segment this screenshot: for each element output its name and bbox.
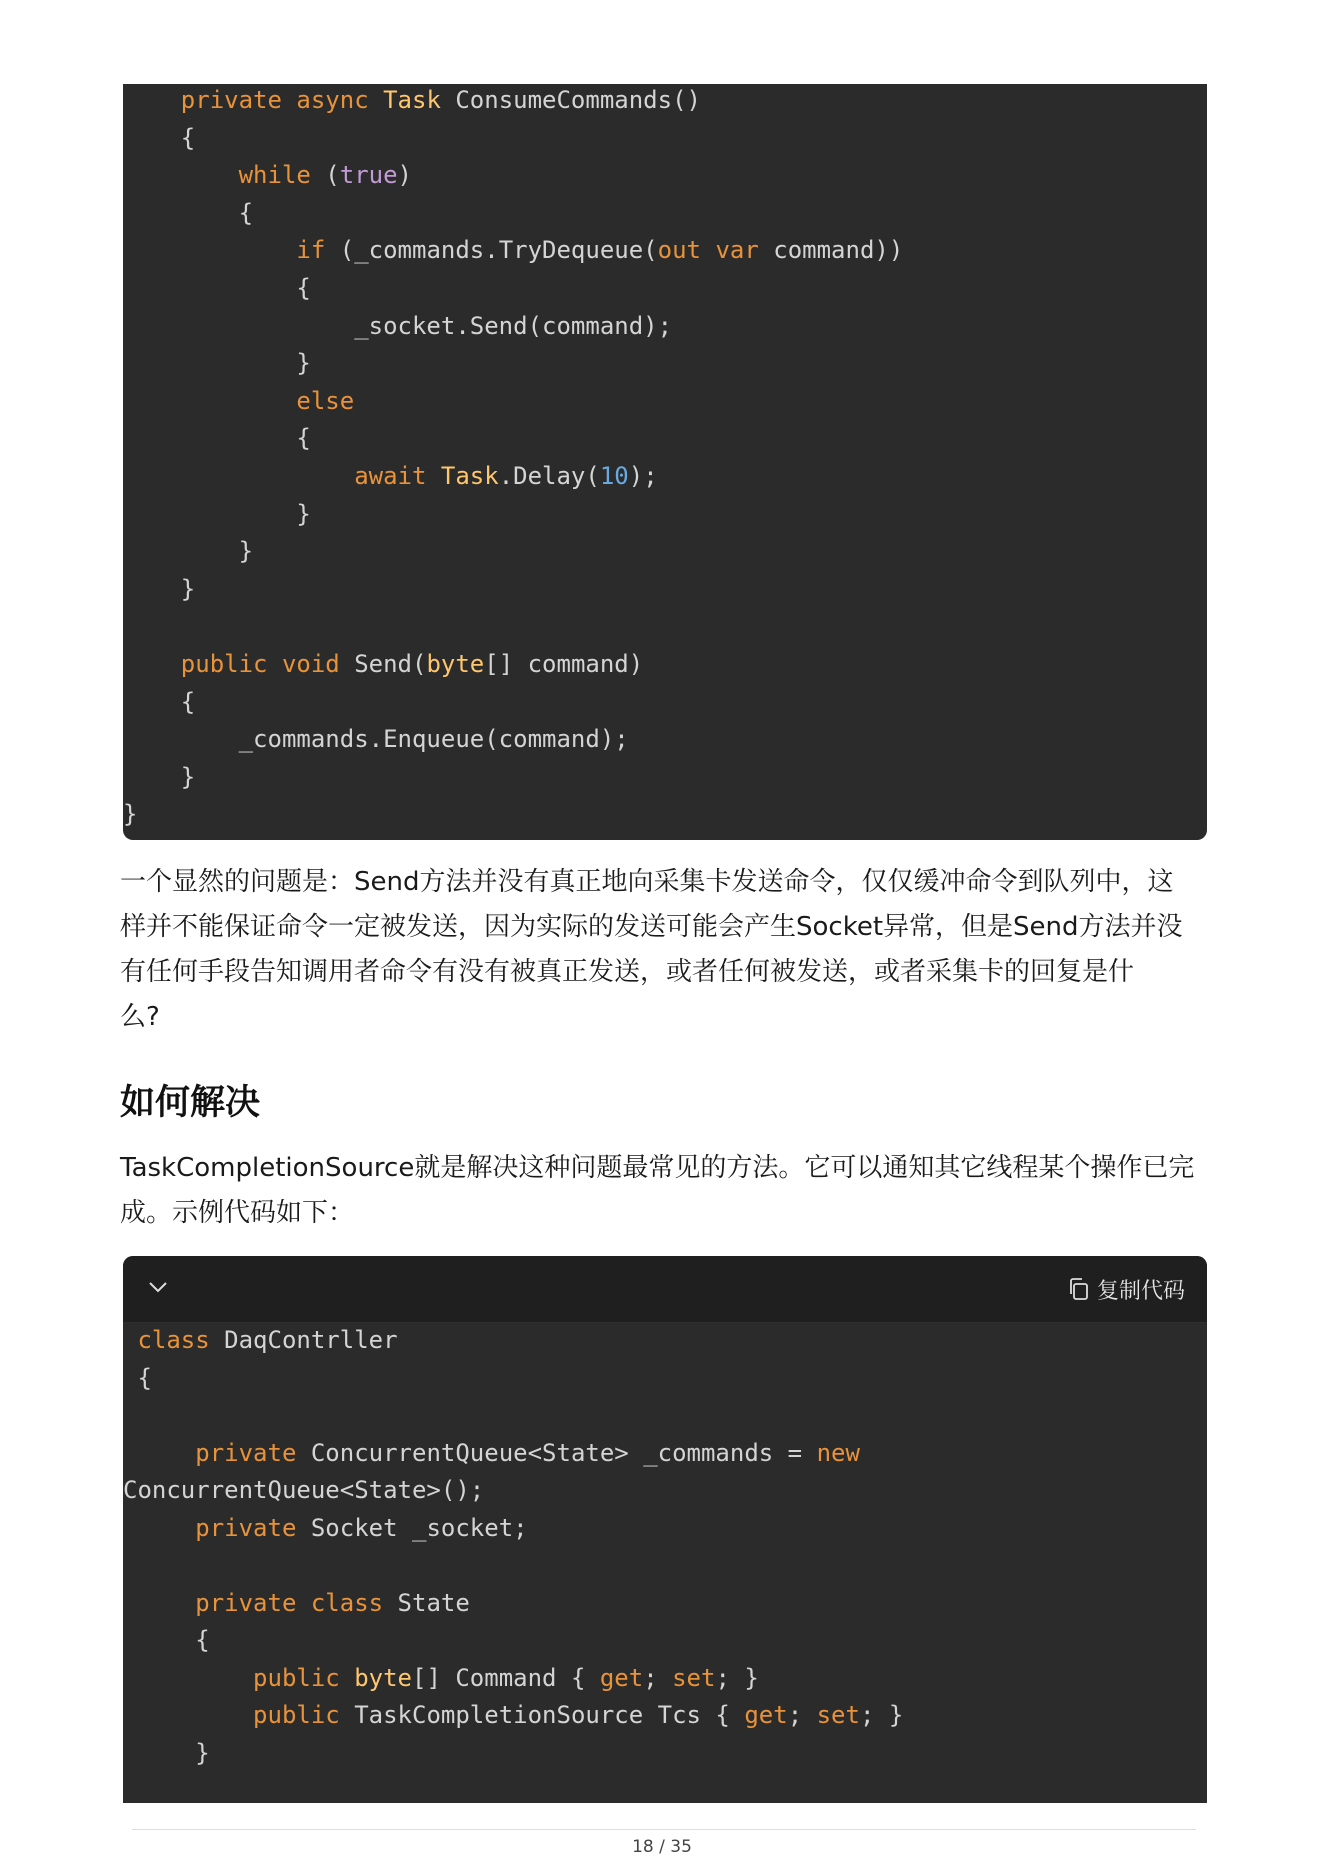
code-token	[123, 1326, 137, 1354]
code-line	[123, 1360, 1207, 1398]
paragraph-line: TaskCompletionSource就是解决这种问题最常见的方法。它可以通知其它线程某个操作已完	[120, 1153, 1195, 1183]
code-token: _socket.Send(command);	[123, 311, 673, 340]
code-line	[123, 796, 1207, 834]
code-content	[123, 82, 1207, 834]
code-token: new	[816, 1438, 860, 1467]
code-line	[123, 157, 1207, 195]
paragraph-line: 样并不能保证命令一定被发送，因为实际的发送可能会产生Socket异常，但是Send方法并没	[120, 912, 1183, 942]
code-token: ConcurrentQueue<State> _commands =	[296, 1438, 817, 1467]
section-heading: 如何解决	[120, 1083, 261, 1123]
paragraph-line: 有任何手段告知调用者命令有没有被真正发送，或者任何被发送，或者采集卡的回复是什	[120, 957, 1135, 987]
code-token	[123, 1664, 253, 1692]
code-token: [] Command {	[412, 1663, 600, 1692]
code-token: public	[253, 1701, 340, 1729]
code-token: public void	[180, 649, 340, 678]
code-token: }	[123, 349, 311, 378]
code-token: else	[296, 386, 355, 415]
code-token: }	[123, 1738, 210, 1767]
copy-code-label: 复制代码	[1096, 1278, 1185, 1304]
code-token	[426, 462, 440, 490]
code-toolbar	[123, 1256, 1207, 1323]
code-line	[123, 1435, 1207, 1473]
page-number: 18 / 35	[632, 1837, 692, 1857]
code-token: if	[296, 236, 326, 265]
code-token: );	[628, 461, 658, 490]
code-line	[123, 420, 1207, 458]
code-token: }	[123, 537, 254, 566]
code-token: ; }	[715, 1663, 759, 1692]
code-token	[123, 1701, 253, 1729]
code-token: ConcurrentQueue<State>();	[123, 1476, 485, 1504]
code-token: _commands.Enqueue(command);	[123, 725, 629, 754]
code-line	[123, 608, 1207, 646]
code-token: byte	[354, 1663, 412, 1692]
code-token: )	[397, 161, 412, 190]
code-line	[123, 1697, 1207, 1735]
code-token	[340, 1664, 354, 1692]
paragraph-line: 成。示例代码如下：	[120, 1198, 355, 1228]
code-token: Task	[440, 461, 499, 490]
code-token	[123, 462, 354, 490]
code-line	[123, 345, 1207, 383]
code-line	[123, 533, 1207, 571]
code-line	[123, 759, 1207, 797]
code-token: {	[123, 123, 196, 152]
code-line	[123, 1547, 1207, 1585]
code-line	[123, 1472, 1207, 1510]
chevron-down-icon[interactable]	[147, 1276, 169, 1298]
code-token	[123, 650, 181, 678]
code-token: {	[123, 1626, 210, 1654]
code-token: }	[123, 762, 196, 791]
code-line	[123, 120, 1207, 158]
code-token: await	[354, 461, 427, 490]
code-token	[123, 86, 181, 114]
code-line	[123, 684, 1207, 722]
code-token: ; }	[859, 1701, 904, 1729]
code-token: get	[599, 1663, 644, 1692]
code-line	[123, 1510, 1207, 1548]
code-token: private class	[195, 1588, 384, 1617]
code-line	[123, 195, 1207, 233]
paragraph-line: 么?	[120, 1002, 160, 1032]
code-token: private async	[180, 86, 369, 114]
code-line	[123, 308, 1207, 346]
code-line	[123, 232, 1207, 270]
code-token: }	[123, 499, 311, 528]
code-token: true	[339, 161, 398, 190]
code-line	[123, 1622, 1207, 1660]
code-token: Send(	[339, 649, 427, 678]
code-token: {	[123, 273, 311, 302]
code-token	[123, 1439, 195, 1467]
code-token: DaqContrller	[209, 1326, 398, 1354]
code-content	[123, 1322, 1207, 1772]
code-line	[123, 458, 1207, 496]
code-line	[123, 1397, 1207, 1435]
code-token: Socket _socket;	[296, 1513, 528, 1542]
code-token: public	[253, 1663, 340, 1692]
code-token: Task	[383, 86, 441, 114]
code-token: {	[123, 687, 196, 716]
paragraph-solution	[120, 1146, 1210, 1236]
code-token: get	[744, 1701, 788, 1729]
footer-divider	[132, 1829, 1196, 1830]
code-token	[123, 161, 239, 189]
code-line	[123, 571, 1207, 609]
copy-code-button[interactable]	[1067, 1274, 1185, 1304]
code-token: byte	[426, 649, 485, 678]
code-token: private	[195, 1438, 297, 1467]
code-token: {	[123, 198, 254, 227]
code-line	[123, 82, 1207, 120]
code-token: (_commands.TryDequeue(	[325, 236, 658, 265]
code-token: .Delay(	[498, 461, 600, 490]
code-block-2	[123, 1256, 1207, 1803]
code-token: [] command)	[484, 649, 644, 678]
code-token: class	[137, 1326, 210, 1354]
code-token	[369, 86, 383, 114]
code-token: set	[672, 1663, 716, 1692]
paragraph-line: 一个显然的问题是：Send方法并没有真正地向采集卡发送命令，仅仅缓冲命令到队列中，这	[120, 867, 1174, 897]
code-line	[123, 1735, 1207, 1773]
code-line	[123, 1322, 1207, 1360]
code-line	[123, 721, 1207, 759]
paragraph-problem	[120, 860, 1210, 1040]
code-line	[123, 1585, 1207, 1623]
code-token: out var	[657, 236, 759, 265]
code-token	[123, 387, 296, 415]
code-token: command))	[758, 236, 904, 265]
code-token	[123, 1589, 195, 1617]
code-line	[123, 1660, 1207, 1698]
copy-icon	[1067, 1277, 1091, 1301]
code-line	[123, 383, 1207, 421]
code-token: ;	[787, 1701, 817, 1729]
code-token: {	[123, 1363, 152, 1392]
code-token: (	[310, 161, 340, 190]
code-token: }	[123, 574, 196, 603]
code-token: set	[816, 1701, 860, 1729]
code-line	[123, 496, 1207, 534]
code-token: ConsumeCommands()	[440, 86, 701, 114]
code-line	[123, 270, 1207, 308]
code-token: 10	[599, 461, 629, 490]
code-token	[123, 1514, 195, 1542]
code-token: {	[123, 424, 311, 453]
code-token: while	[238, 161, 311, 190]
code-token	[123, 236, 296, 264]
code-token: State	[383, 1588, 470, 1617]
code-block-1	[123, 84, 1207, 840]
code-token: private	[195, 1513, 297, 1542]
code-token: ;	[643, 1663, 673, 1692]
code-token: }	[123, 800, 138, 829]
code-line	[123, 646, 1207, 684]
code-token: TaskCompletionSource Tcs {	[339, 1701, 745, 1729]
